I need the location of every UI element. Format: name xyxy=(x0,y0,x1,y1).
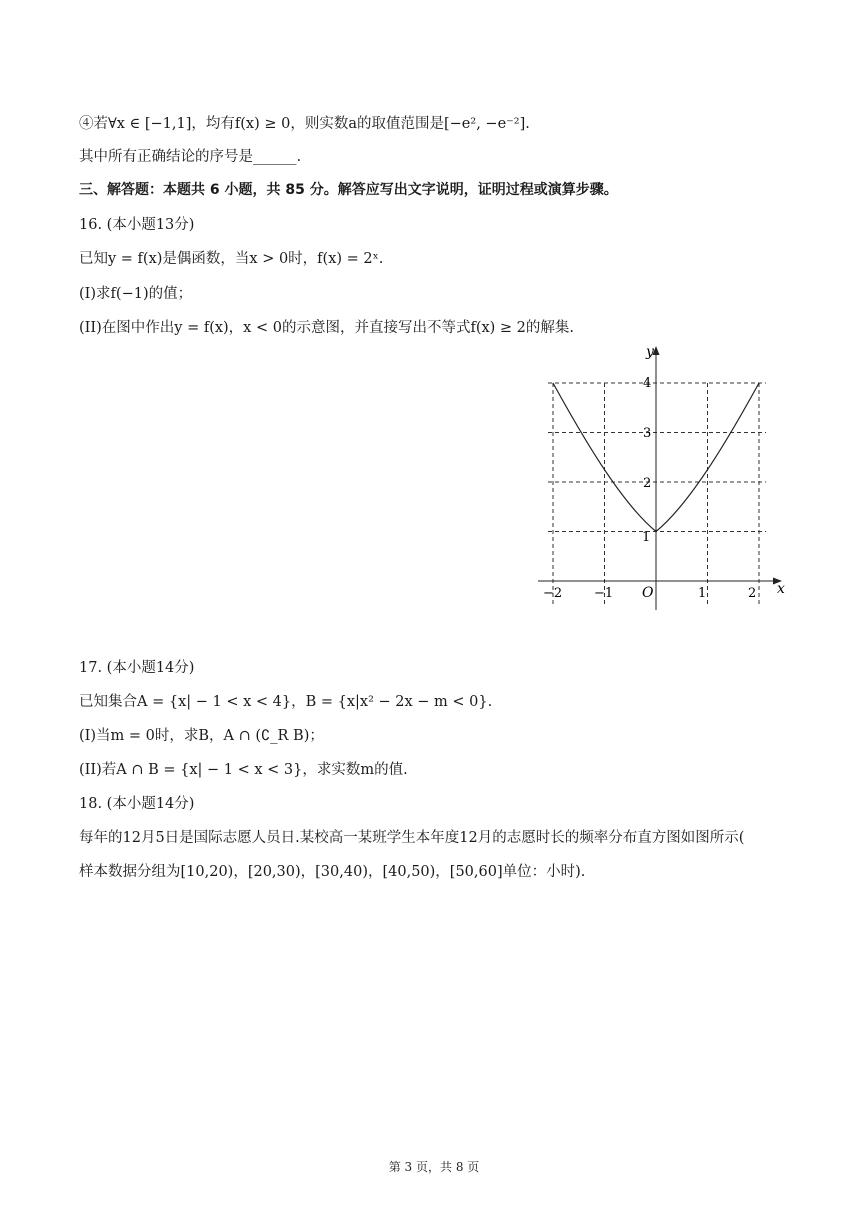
q16-graph xyxy=(530,342,790,612)
q16-header: 16. (本小题13分) xyxy=(79,217,195,233)
grid-lines xyxy=(548,383,766,604)
q15-item4: ④若∀x ∈ [−1,1]，均有f(x) ≥ 0，则实数a的取值范围是[−e², −e⁻²]. xyxy=(79,116,530,132)
q17-header: 17. (本小题14分) xyxy=(79,660,195,676)
y-tick-label: 3 xyxy=(643,426,652,441)
x-tick-label: 1 xyxy=(698,586,707,601)
q17-part2: (II)若A ∩ B = {x| − 1 < x < 3}，求实数m的值. xyxy=(79,762,408,778)
q18-header: 18. (本小题14分) xyxy=(79,796,195,812)
y-tick-label: 4 xyxy=(643,376,652,391)
y-axis-label: y xyxy=(646,344,654,360)
x-tick-label: −1 xyxy=(594,586,614,601)
section3-heading: 三、解答题：本题共 6 小题，共 85 分。解答应写出文字说明，证明过程或演算步骤。 xyxy=(79,182,618,198)
q17-part1: (I)当m = 0时，求B，A ∩ (∁_R B)； xyxy=(79,728,324,744)
q16-stem: 已知y = f(x)是偶函数，当x > 0时，f(x) = 2ˣ. xyxy=(79,251,384,267)
origin-label: O xyxy=(642,585,654,601)
y-tick-label: 2 xyxy=(643,476,652,491)
q16-part2: (II)在图中作出y = f(x)，x < 0的示意图，并直接写出不等式f(x) ≥ 2的解集. xyxy=(79,320,575,336)
x-tick-label: −2 xyxy=(543,586,563,601)
x-tick-label: 2 xyxy=(748,586,757,601)
q17-stem: 已知集合A = {x| − 1 < x < 4}，B = {x|x² − 2x − m < 0}. xyxy=(79,694,493,710)
q18-stem-line1: 每年的12月5日是国际志愿人员日.某校高一某班学生本年度12月的志愿时长的频率分布直方图如图所示( xyxy=(79,830,745,846)
page-footer: 第 3 页，共 8 页 xyxy=(388,1160,480,1174)
q16-part1: (I)求f(−1)的值； xyxy=(79,286,193,302)
q18-stem-line2: 样本数据分组为[10,20)，[20,30)，[30,40)，[40,50)，[50,60]单位：小时). xyxy=(79,864,586,880)
y-tick-label: 1 xyxy=(642,530,651,545)
x-axis-label: x xyxy=(777,581,785,597)
q15-answer-blank: 其中所有正确结论的序号是______. xyxy=(79,149,302,165)
